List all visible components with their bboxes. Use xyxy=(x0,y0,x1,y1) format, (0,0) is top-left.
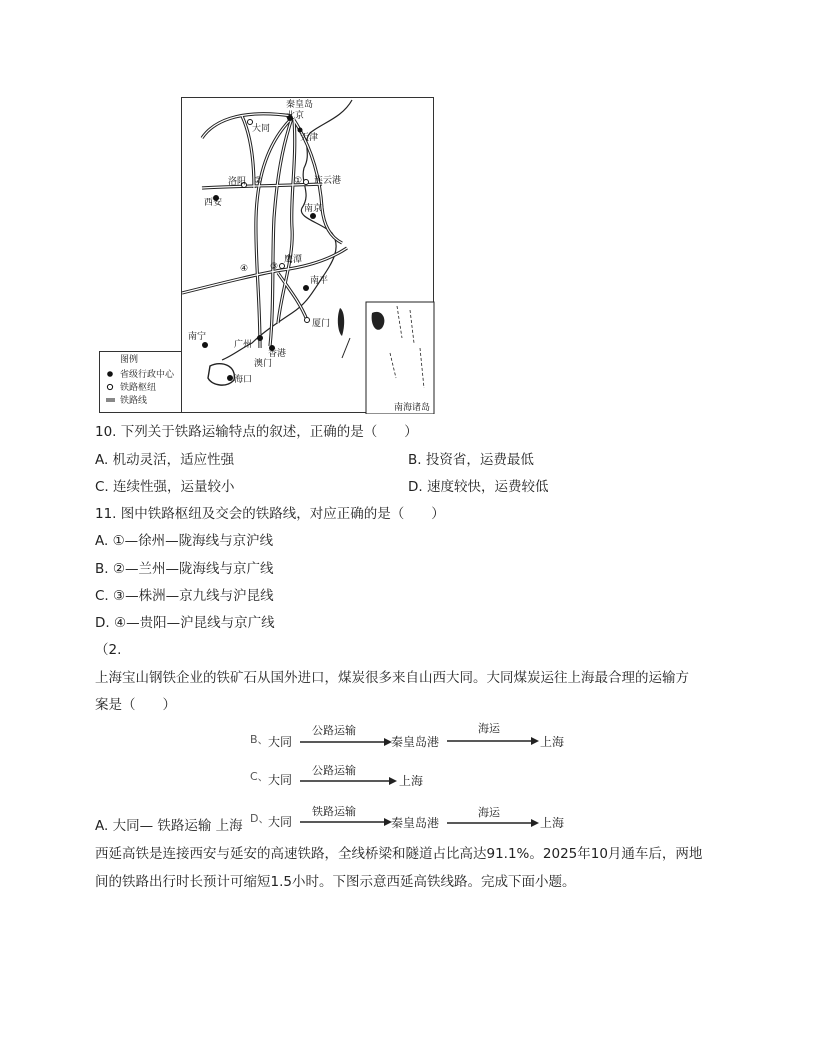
q12-fragment: （2. xyxy=(95,642,122,658)
route-d-arrow2 xyxy=(447,818,539,828)
railway-map xyxy=(181,97,434,413)
map-label-qinhuangdao: 秦皇岛 xyxy=(286,100,314,110)
q11-option-b: B. ②—兰州—陇海线与京广线 xyxy=(95,561,274,577)
route-b-arrow1 xyxy=(300,737,392,747)
q11-stem: 11. 图中铁路枢纽及交会的铁路线，对应正确的是（ ） xyxy=(95,506,445,522)
map-label-nanjing: 南京 xyxy=(304,204,323,214)
route-c-origin: 大同 xyxy=(268,773,293,787)
map-label-nanning: 南宁 xyxy=(188,332,207,342)
legend-symbols xyxy=(106,370,116,410)
map-label-hongkong: 香港 xyxy=(268,349,287,359)
map-label-nanping: 南平 xyxy=(310,276,329,286)
map-label-lianyungang: 连云港 xyxy=(314,176,342,186)
passage-line1: 西延高铁是连接西安与延安的高速铁路，全线桥梁和隧道占比高达91.1%。2025年10月通车后，两地 xyxy=(95,846,703,862)
legend-title: 图例 xyxy=(120,355,139,365)
map-label-macau: 澳门 xyxy=(254,359,273,369)
q12-option-a: A. 大同— 铁路运输 上海 xyxy=(95,818,243,834)
map-label-luoyang: 洛阳 xyxy=(228,177,247,187)
map-legend xyxy=(99,351,182,413)
map-label-datong: 大同 xyxy=(252,124,271,134)
q11-option-c: C. ③—株洲—京九线与沪昆线 xyxy=(95,588,274,604)
hub-mark-2: ② xyxy=(254,176,263,186)
route-b-origin: 大同 xyxy=(268,735,293,749)
q12-stem-line1: 上海宝山钢铁企业的铁矿石从国外进口，煤炭很多来自山西大同。大同煤炭运往上海最合理的运输方 xyxy=(95,670,689,686)
route-c-mark: C、 xyxy=(250,770,269,783)
hub-mark-1: ① xyxy=(294,176,303,186)
route-c-mode1: 公路运输 xyxy=(312,764,356,777)
q10-stem: 10. 下列关于铁路运输特点的叙述，正确的是（ ） xyxy=(95,424,418,440)
route-b-mode1: 公路运输 xyxy=(312,724,356,737)
route-d-via: 秦皇岛港 xyxy=(391,816,440,830)
map-label-south-sea: 南海诸岛 xyxy=(394,403,431,413)
hub-mark-4: ④ xyxy=(240,264,249,274)
route-b-dest: 上海 xyxy=(540,735,565,749)
q10-option-d: D. 速度较快，运费较低 xyxy=(408,479,549,495)
legend-railway: 铁路线 xyxy=(120,396,148,406)
route-d-mode1: 铁路运输 xyxy=(312,805,356,818)
route-b-mark: B、 xyxy=(250,733,269,746)
route-c-dest: 上海 xyxy=(399,774,424,788)
map-label-guangzhou: 广州 xyxy=(234,340,253,350)
passage-line2: 间的铁路出行时长预计可缩短1.5小时。下图示意西延高铁线路。完成下面小题。 xyxy=(95,874,576,890)
q12-stem-line2: 案是（ ） xyxy=(95,697,176,713)
route-d-mode2: 海运 xyxy=(478,806,500,819)
legend-capital: 省级行政中心 xyxy=(120,370,175,380)
route-b-mode2: 海运 xyxy=(478,722,500,735)
q11-option-d: D. ④—贵阳—沪昆线与京广线 xyxy=(95,615,275,631)
map-label-yingtan: 鹰潭 xyxy=(284,255,303,265)
railway-map-drawing xyxy=(182,98,435,414)
q10-option-c: C. 连续性强，运量较小 xyxy=(95,479,235,495)
q11-option-a: A. ①—徐州—陇海线与京沪线 xyxy=(95,533,274,549)
map-label-xiamen: 厦门 xyxy=(312,319,331,329)
route-d-arrow1 xyxy=(300,817,392,827)
route-d-origin: 大同 xyxy=(268,815,293,829)
route-b-via: 秦皇岛港 xyxy=(391,735,440,749)
hub-mark-3: ③ xyxy=(270,262,279,272)
map-label-tianjin: 天津 xyxy=(300,133,319,143)
route-c-arrow xyxy=(300,776,398,786)
legend-hub: 铁路枢纽 xyxy=(120,383,157,393)
route-d-mark: D、 xyxy=(250,812,270,825)
map-label-haikou: 海口 xyxy=(234,375,253,385)
map-label-xian: 西安 xyxy=(204,198,223,208)
route-b-arrow2 xyxy=(447,736,539,746)
route-d-dest: 上海 xyxy=(540,816,565,830)
q10-option-a: A. 机动灵活，适应性强 xyxy=(95,452,235,468)
q10-option-b: B. 投资省，运费最低 xyxy=(408,452,534,468)
map-label-beijing: 北京 xyxy=(286,111,305,121)
